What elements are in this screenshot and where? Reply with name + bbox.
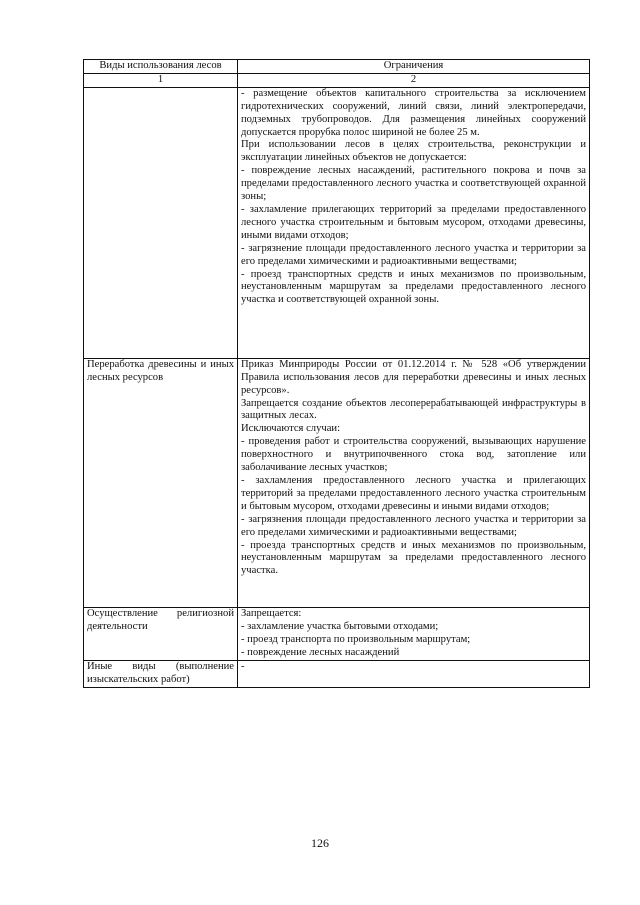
restriction-paragraph: - проведения работ и строительства сооружений, вызывающих нарушение поверхностного и внутрипочвенного стока вод, затопление или заболачивание лесных участков; [241, 436, 586, 474]
restriction-paragraph: - проезд транспорта по произвольным маршрутам; [241, 633, 471, 645]
usage-type-cell [84, 87, 238, 358]
header-row [84, 60, 590, 74]
restriction-paragraph: При использовании лесов в целях строительства, реконструкции и эксплуатации линейных объектов не допускается: [241, 139, 586, 164]
restriction-paragraph: - загрязнения площади предоставленного лесного участка и территории за его пределами химическими и радиоактивными веществами; [241, 513, 586, 538]
restriction-paragraph: - проезд транспортных средств и иных механизмов по произвольным, неустановленным маршрутам за пределами предоставленного лесного участка и соответствующей охранной зоны. [241, 268, 586, 306]
restriction-paragraph: Запрещается: [241, 607, 302, 619]
restrictions-cell [238, 660, 590, 687]
column-number-2: 2 [238, 73, 590, 87]
restriction-paragraph: - захламление прилегающих территорий за пределами предоставленного лесного участка строительным и бытовым мусором, отходами древесины, иными видами отходов; [241, 203, 586, 241]
restrictions-table [83, 59, 590, 688]
restrictions-cell [238, 87, 590, 358]
column-header-usage-types: Виды использования лесов [84, 60, 238, 74]
usage-type-cell: Иные виды (выполнение изыскательских работ) [84, 660, 238, 687]
restriction-paragraph: - [241, 660, 245, 672]
restriction-paragraph: - повреждение лесных насаждений, растительного покрова и почв за пределами предоставленного лесного участка и соответствующей охранной зоны; [241, 165, 586, 203]
column-number-row [84, 73, 590, 87]
column-header-restrictions: Ограничения [238, 60, 590, 74]
restriction-paragraph: - захламления предоставленного лесного участка и прилегающих территорий за пределами предоставленного лесного участка строительным и бытовым мусором, отходами древесины и иными видами отходов; [241, 474, 586, 512]
page-number: 126 [311, 836, 329, 850]
table-row [84, 358, 590, 607]
usage-type-cell: Осуществление религиозной деятельности [84, 607, 238, 660]
restriction-paragraph: - захламление участка бытовыми отходами; [241, 620, 439, 632]
table-row [84, 660, 590, 687]
restriction-paragraph: - загрязнение площади предоставленного лесного участка и территории за его пределами химическими и радиоактивными веществами; [241, 242, 586, 267]
restriction-paragraph: - проезда транспортных средств и иных механизмов по произвольным, неустановленным маршрутам за пределами предоставленного лесного участка. [241, 539, 586, 577]
restriction-paragraph: Приказ Минприроды России от 01.12.2014 г. № 528 «Об утверждении Правила использования лесов для переработки древесины и иных лесных ресурсов». [241, 358, 586, 396]
table-row [84, 607, 590, 660]
restriction-paragraph: - размещение объектов капитального строительства за исключением гидротехнических сооружений, линий связи, линий электропередачи, подземных трубопроводов. Для размещения линейных сооружений допускается прорубка полос шириной не более 25 м. [241, 87, 586, 138]
usage-type-cell: Переработка древесины и иных лесных ресурсов [84, 358, 238, 607]
restrictions-cell [238, 607, 590, 660]
column-number-1: 1 [84, 73, 238, 87]
document-page [83, 59, 589, 688]
restrictions-cell [238, 358, 590, 607]
restriction-paragraph: - повреждение лесных насаждений [241, 646, 400, 658]
restriction-paragraph: Запрещается создание объектов лесоперерабатывающей инфраструктуры в защитных лесах. [241, 397, 586, 422]
restriction-paragraph: Исключаются случаи: [241, 423, 341, 435]
table-row [84, 87, 590, 358]
